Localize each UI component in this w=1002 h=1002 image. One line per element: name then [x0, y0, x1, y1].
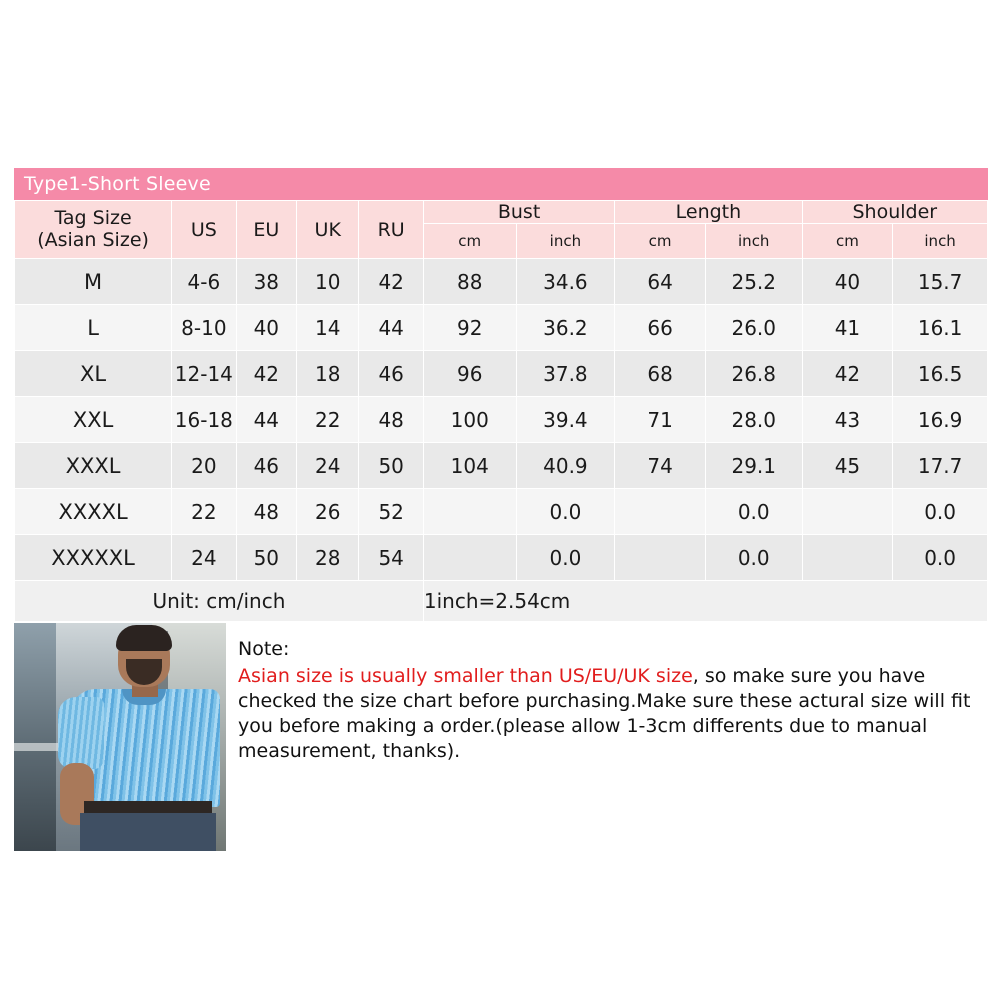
cell-us: 12-14 — [172, 351, 236, 397]
cell-ru: 42 — [359, 259, 423, 305]
cell-shoulder-inch: 16.1 — [893, 305, 988, 351]
header-tag-size — [15, 201, 172, 259]
cell-ru: 44 — [359, 305, 423, 351]
cell-us: 16-18 — [172, 397, 236, 443]
cell-ru: 52 — [359, 489, 423, 535]
cell-length-cm — [615, 535, 706, 581]
cell-tag-size: L — [15, 305, 172, 351]
note-rest-text: , so make sure you have checked the size chart before purchasing.Make sure these actural size will fit you before making a order.(please allow 1-3cm differents due to manual measurement, thanks). — [238, 665, 971, 763]
header-bust-cm: cm — [423, 224, 516, 259]
cell-shoulder-inch: 16.5 — [893, 351, 988, 397]
header-tag-size-line2: (Asian Size) — [37, 228, 149, 251]
cell-uk: 26 — [297, 489, 359, 535]
cell-bust-inch: 40.9 — [516, 443, 615, 489]
cell-tag-size: XXXXXL — [15, 535, 172, 581]
cell-eu: 38 — [236, 259, 296, 305]
page-title: Type1-Short Sleeve — [24, 173, 211, 195]
cell-bust-inch: 0.0 — [516, 535, 615, 581]
cell-bust-inch: 37.8 — [516, 351, 615, 397]
cell-bust-inch: 0.0 — [516, 489, 615, 535]
chart-title-bar — [14, 168, 988, 200]
photo-rail — [14, 743, 58, 751]
table-header-row-1 — [15, 201, 988, 224]
cell-bust-inch: 34.6 — [516, 259, 615, 305]
size-chart-table — [14, 200, 988, 622]
cell-length-inch: 26.8 — [705, 351, 802, 397]
header-eu: EU — [236, 201, 296, 259]
size-chart-card — [14, 168, 988, 850]
cell-bust-cm: 92 — [423, 305, 516, 351]
note-label: Note: — [238, 638, 290, 660]
table-footer-row — [15, 581, 988, 622]
cell-shoulder-inch: 16.9 — [893, 397, 988, 443]
cell-length-cm — [615, 489, 706, 535]
cell-ru: 46 — [359, 351, 423, 397]
header-length-cm: cm — [615, 224, 706, 259]
cell-tag-size: XL — [15, 351, 172, 397]
table-row — [15, 443, 988, 489]
model-photo — [14, 623, 226, 851]
cell-length-inch: 0.0 — [705, 489, 802, 535]
cell-shoulder-inch: 15.7 — [893, 259, 988, 305]
cell-length-cm: 66 — [615, 305, 706, 351]
header-length-inch: inch — [705, 224, 802, 259]
conversion-label: 1inch=2.54cm — [423, 581, 987, 622]
cell-uk: 28 — [297, 535, 359, 581]
cell-uk: 10 — [297, 259, 359, 305]
cell-tag-size: XXXXL — [15, 489, 172, 535]
cell-shoulder-inch: 0.0 — [893, 535, 988, 581]
cell-bust-cm: 104 — [423, 443, 516, 489]
cell-eu: 46 — [236, 443, 296, 489]
cell-shoulder-inch: 0.0 — [893, 489, 988, 535]
cell-bust-cm: 96 — [423, 351, 516, 397]
header-bust: Bust — [423, 201, 614, 224]
cell-eu: 42 — [236, 351, 296, 397]
cell-uk: 14 — [297, 305, 359, 351]
note-red-text: Asian size is usually smaller than US/EU/UK size — [238, 665, 693, 688]
header-bust-inch: inch — [516, 224, 615, 259]
cell-eu: 44 — [236, 397, 296, 443]
cell-bust-cm: 88 — [423, 259, 516, 305]
cell-uk: 24 — [297, 443, 359, 489]
cell-length-cm: 64 — [615, 259, 706, 305]
cell-uk: 18 — [297, 351, 359, 397]
cell-shoulder-cm — [802, 489, 893, 535]
bottom-section — [14, 622, 988, 851]
cell-bust-inch: 39.4 — [516, 397, 615, 443]
cell-ru: 48 — [359, 397, 423, 443]
cell-shoulder-cm: 43 — [802, 397, 893, 443]
header-ru: RU — [359, 201, 423, 259]
table-row — [15, 351, 988, 397]
photo-hair — [116, 625, 172, 651]
cell-tag-size: M — [15, 259, 172, 305]
cell-length-cm: 68 — [615, 351, 706, 397]
cell-ru: 50 — [359, 443, 423, 489]
cell-eu: 40 — [236, 305, 296, 351]
photo-sleeve — [58, 697, 104, 769]
cell-shoulder-cm: 41 — [802, 305, 893, 351]
cell-bust-cm — [423, 535, 516, 581]
cell-eu: 50 — [236, 535, 296, 581]
cell-us: 8-10 — [172, 305, 236, 351]
cell-length-inch: 0.0 — [705, 535, 802, 581]
header-shoulder: Shoulder — [802, 201, 987, 224]
cell-us: 22 — [172, 489, 236, 535]
cell-length-inch: 26.0 — [705, 305, 802, 351]
cell-us: 24 — [172, 535, 236, 581]
cell-bust-cm — [423, 489, 516, 535]
table-row — [15, 397, 988, 443]
cell-shoulder-cm — [802, 535, 893, 581]
table-row — [15, 489, 988, 535]
cell-uk: 22 — [297, 397, 359, 443]
cell-tag-size: XXL — [15, 397, 172, 443]
header-shoulder-cm: cm — [802, 224, 893, 259]
cell-shoulder-cm: 45 — [802, 443, 893, 489]
cell-bust-inch: 36.2 — [516, 305, 615, 351]
cell-tag-size: XXXL — [15, 443, 172, 489]
photo-jeans — [80, 813, 216, 851]
header-shoulder-inch: inch — [893, 224, 988, 259]
cell-length-inch: 29.1 — [705, 443, 802, 489]
cell-shoulder-cm: 42 — [802, 351, 893, 397]
table-row — [15, 305, 988, 351]
cell-us: 4-6 — [172, 259, 236, 305]
cell-ru: 54 — [359, 535, 423, 581]
cell-shoulder-cm: 40 — [802, 259, 893, 305]
header-length: Length — [615, 201, 802, 224]
header-tag-size-line1: Tag Size — [54, 206, 132, 229]
table-row — [15, 535, 988, 581]
cell-length-cm: 74 — [615, 443, 706, 489]
cell-bust-cm: 100 — [423, 397, 516, 443]
cell-length-cm: 71 — [615, 397, 706, 443]
photo-bg-left — [14, 623, 56, 851]
unit-label: Unit: cm/inch — [15, 581, 424, 622]
table-row — [15, 259, 988, 305]
note-block — [226, 623, 988, 851]
cell-eu: 48 — [236, 489, 296, 535]
cell-length-inch: 28.0 — [705, 397, 802, 443]
header-uk: UK — [297, 201, 359, 259]
header-us: US — [172, 201, 236, 259]
cell-length-inch: 25.2 — [705, 259, 802, 305]
cell-shoulder-inch: 17.7 — [893, 443, 988, 489]
cell-us: 20 — [172, 443, 236, 489]
